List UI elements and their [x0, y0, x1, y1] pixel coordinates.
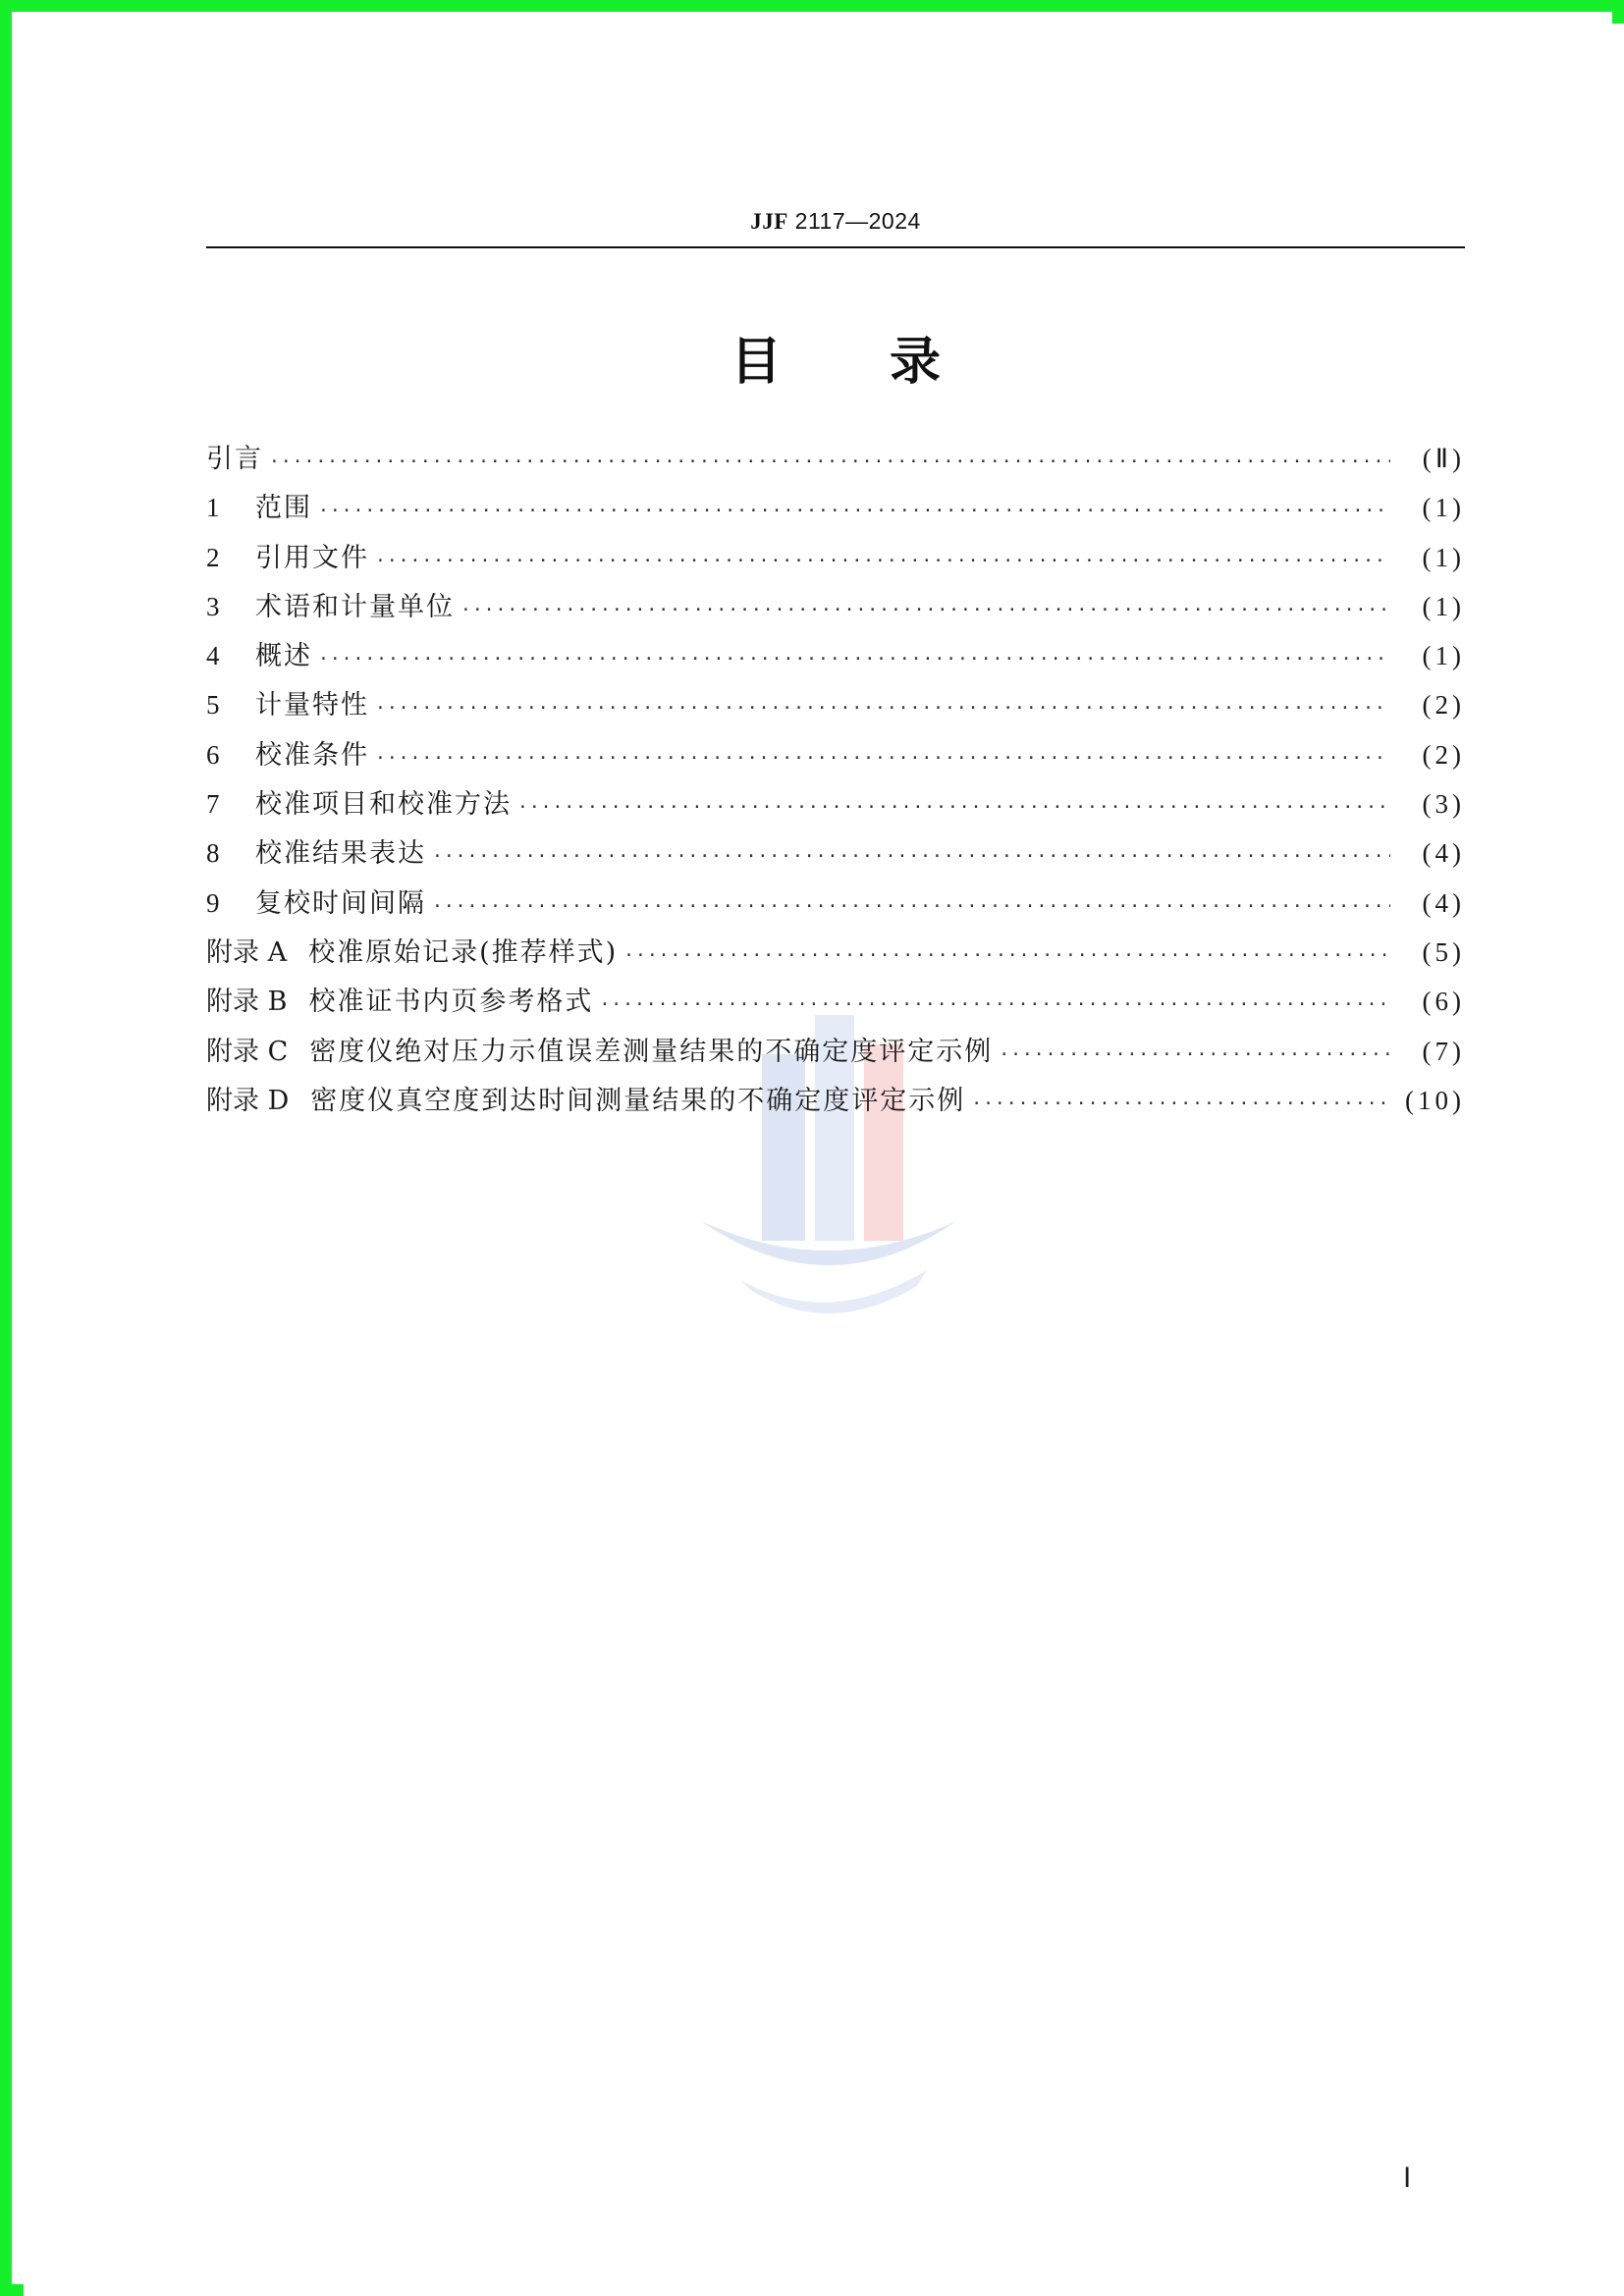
toc-dot-leader: [971, 1094, 1390, 1114]
toc-entry-page: (10): [1405, 1085, 1465, 1115]
toc-entry-page: (1): [1422, 542, 1465, 572]
toc-entry[interactable]: [206, 931, 1465, 980]
toc-entry-label: 校准结果表达: [255, 838, 426, 870]
toc-entry-label: 校准条件: [255, 739, 369, 771]
toc-entry-label: 计量特性: [255, 690, 369, 721]
toc-entry-number: 3: [206, 591, 220, 621]
toc-entry-page: (1): [1422, 591, 1465, 621]
toc-entry[interactable]: [206, 782, 1465, 831]
toc-dot-leader: [999, 1044, 1390, 1065]
title-char-1: 目: [730, 333, 782, 392]
standard-prefix: JJF: [750, 209, 788, 234]
toc-entry-label: 校准原始记录(推荐样式): [308, 936, 619, 968]
toc-entry-label: 术语和计量单位: [255, 591, 455, 622]
header-divider: [206, 246, 1465, 248]
toc-dot-leader: [432, 846, 1390, 867]
document-header: [206, 208, 1465, 235]
toc-entry[interactable]: [206, 831, 1465, 881]
toc-entry-label: 校准项目和校准方法: [255, 789, 512, 821]
toc-dot-leader: [517, 797, 1390, 818]
toc-dot-leader: [318, 649, 1390, 669]
standard-number: 2117—2024: [794, 208, 921, 234]
toc-entry[interactable]: [206, 881, 1465, 931]
toc-entry-number: 5: [206, 690, 220, 721]
toc-dot-leader: [269, 452, 1390, 472]
toc-entry-label: 引用文件: [255, 542, 369, 573]
toc-entry-number: 附录 B: [206, 987, 288, 1018]
toc-entry-number: 6: [206, 739, 220, 770]
toc-dot-leader: [623, 945, 1390, 966]
toc-entry[interactable]: [206, 536, 1465, 585]
toc-entry-label: 密度仪绝对压力示值误差测量结果的不确定度评定示例: [309, 1036, 994, 1067]
document-page: [24, 24, 1624, 2296]
toc-entry-number: 附录 A: [206, 936, 288, 968]
toc-dot-leader: [318, 501, 1390, 521]
toc-entry-page: (2): [1422, 690, 1465, 721]
toc-entry[interactable]: [206, 980, 1465, 1029]
toc-entry-page: (4): [1422, 887, 1465, 918]
toc-entry-number: 1: [206, 493, 220, 523]
toc-entry-number: 9: [206, 887, 220, 918]
toc-entry-number: 附录 D: [206, 1085, 290, 1116]
toc-dot-leader: [460, 600, 1390, 620]
toc-entry-label: 引言: [206, 444, 263, 474]
table-of-contents: [206, 437, 1465, 1128]
toc-entry[interactable]: [206, 733, 1465, 782]
toc-dot-leader: [375, 748, 1390, 769]
toc-entry[interactable]: [206, 634, 1465, 683]
toc-entry-page: (5): [1422, 936, 1465, 967]
toc-entry-number: 4: [206, 641, 220, 671]
toc-entry-page: (3): [1422, 789, 1465, 820]
toc-entry[interactable]: [206, 585, 1465, 634]
toc-entry-page: (1): [1422, 641, 1465, 671]
toc-entry-label: 校准证书内页参考格式: [308, 987, 594, 1018]
toc-entry-label: 概述: [255, 641, 312, 672]
toc-entry-number: 2: [206, 542, 220, 572]
toc-dot-leader: [432, 896, 1390, 917]
toc-entry-page: (4): [1422, 838, 1465, 869]
page-number: Ⅰ: [1403, 2163, 1412, 2194]
toc-entry-number: 附录 C: [206, 1036, 289, 1067]
toc-entry[interactable]: [206, 437, 1465, 486]
toc-dot-leader: [375, 698, 1390, 719]
toc-entry-label: 复校时间间隔: [255, 887, 426, 919]
toc-entry-page: (6): [1422, 987, 1465, 1017]
toc-entry-page: (7): [1422, 1036, 1465, 1066]
title-char-2: 录: [890, 333, 942, 392]
toc-entry[interactable]: [206, 683, 1465, 732]
toc-entry-page: (1): [1422, 493, 1465, 523]
toc-dot-leader: [375, 551, 1390, 571]
toc-entry[interactable]: [206, 1079, 1465, 1128]
toc-entry-label: 范围: [255, 493, 312, 524]
toc-dot-leader: [599, 994, 1390, 1015]
toc-entry-number: 8: [206, 838, 220, 869]
page-title: [206, 320, 1465, 394]
toc-entry[interactable]: [206, 486, 1465, 535]
toc-entry-number: 7: [206, 789, 220, 820]
toc-entry[interactable]: [206, 1030, 1465, 1079]
toc-entry-label: 密度仪真空度到达时间测量结果的不确定度评定示例: [310, 1085, 966, 1116]
toc-entry-page: (2): [1422, 739, 1465, 770]
toc-entry-page: (Ⅱ): [1422, 444, 1465, 473]
